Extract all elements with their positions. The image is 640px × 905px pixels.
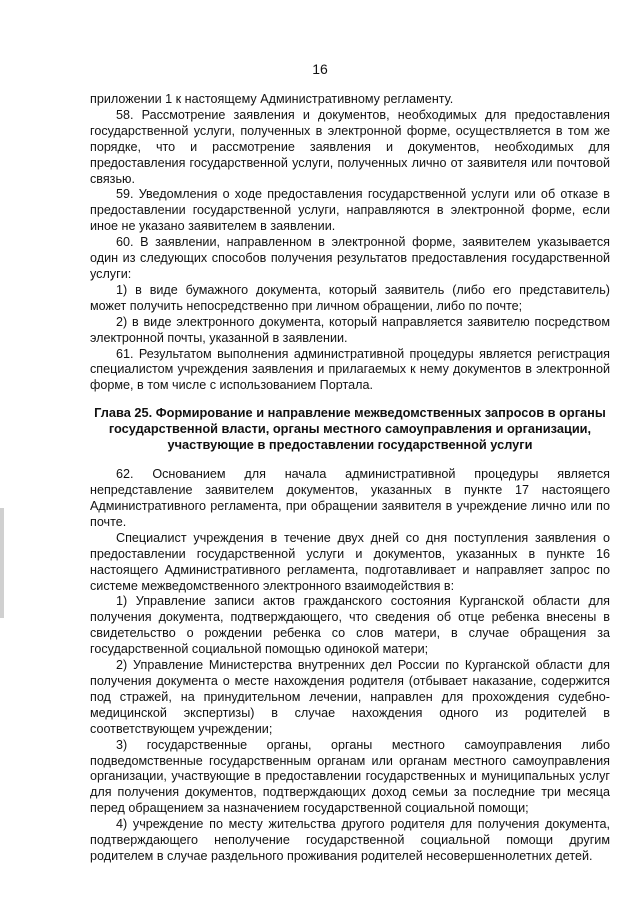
paragraph-60-item-1: 1) в виде бумажного документа, который заявитель (либо его представитель) может получить непосредственно при личном обращении, либо по почте; [90,282,610,313]
request-item-3: 3) государственные органы, органы местного самоуправления либо подведомственные государственным органам или органам местного самоуправления организации, участвующие в предоставлении государственных и муниципальных услуг для получения документов, подтверждающих доход семьи за последние три месяца перед обращением за назначением государственной социальной помощи; [90,737,610,816]
paragraph-60: 60. В заявлении, направленном в электронной форме, заявителем указывается один из следующих способов получения результатов предоставления государственной услуги: [90,235,610,281]
paragraph-continuation: приложении 1 к настоящему Административному регламенту. [90,92,454,106]
paragraph-58: 58. Рассмотрение заявления и документов, необходимых для предоставления государственной услуги, полученных в электронной форме, осуществляется в том же порядке, что и рассмотрение заявления и документов, необходимых для предоставления государственной услуги, полученных лично от заявителя или почтовой связью. [90,107,610,186]
paragraph-60-item-2: 2) в виде электронного документа, который направляется заявителю посредством электронной почты, указанной в заявлении. [90,314,610,345]
paragraph-59: 59. Уведомления о ходе предоставления государственной услуги или об отказе в предоставлении государственной услуги, направляются в электронной форме, если иное не указано заявителем в заявлении. [90,187,610,234]
paragraph-61: 61. Результатом выполнения административной процедуры является регистрация специалистом учреждения заявления и прилагаемых к нему документов в электронной форме, в том числе с использованием Портала. [90,346,610,393]
document-body [90,92,610,865]
page-number: 16 [312,61,328,77]
chapter-25-heading: Глава 25. Формирование и направление межведомственных запросов в органы государственной власти, органы местного самоуправления и организации, участвующие в предоставлении государственной услуги [94,405,606,453]
paragraph-specialist: Специалист учреждения в течение двух дней со дня поступления заявления о предоставлении государственной услуги и документов, указанных в пункте 16 настоящего Административного регламента, подготавливает и направляет запрос по системе межведомственного электронного взаимодействия в: [90,530,610,593]
request-item-4: 4) учреждение по месту жительства другого родителя для получения документа, подтверждающего неполучение государственной социальной помощи другим родителем в случае раздельного проживания родителей несовершеннолетних детей. [90,817,610,863]
paragraph-62: 62. Основанием для начала административной процедуры является непредставление заявителем документов, указанных в пункте 17 настоящего Административного регламента, при обращении заявителя в учреждение лично или по почте. [90,467,610,529]
request-item-1: 1) Управление записи актов гражданского состояния Курганской области для получения документа, подтверждающего, что сведения об отце ребенка внесены в свидетельство о рождении ребенка со слов матери, в случае обращения за государственной социальной помощью одинокой матери; [90,594,610,657]
scan-edge-mark [0,508,4,618]
request-item-2: 2) Управление Министерства внутренних дел России по Курганской области для получения документа о месте нахождения родителя (отбывает наказание, содержится под стражей, на принудительном лечении, направлен для прохождения судебно-медицинской экспертизы) в случае нахождения одного из родителей в соответствующем учреждении; [90,658,610,736]
